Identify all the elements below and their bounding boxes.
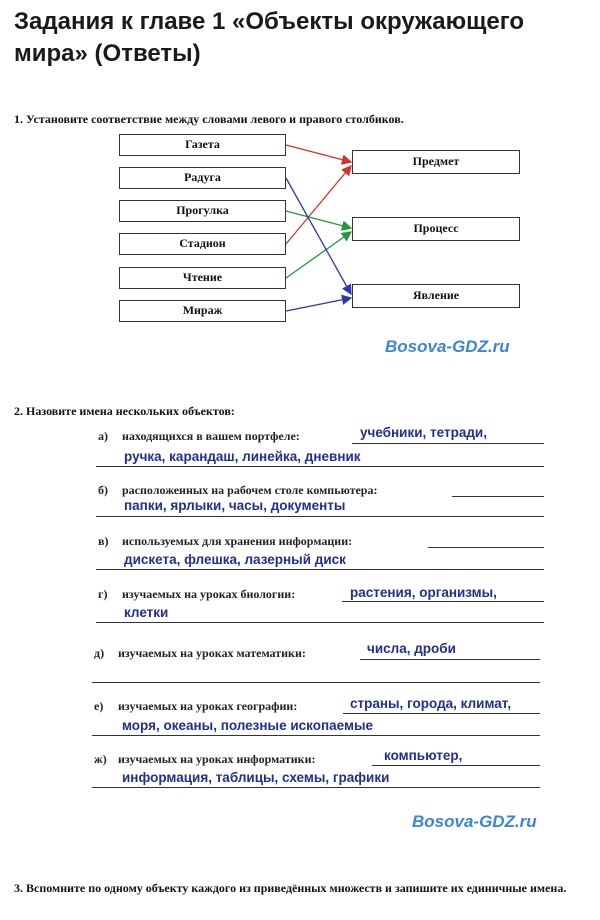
answer-line bbox=[96, 516, 544, 517]
item-zh: ж) изучаемых на уроках информатики: bbox=[94, 752, 316, 766]
answer-line bbox=[92, 735, 540, 736]
answer-line bbox=[343, 713, 540, 714]
link-progulka-process bbox=[286, 211, 351, 228]
link-mirazh-yavlenie bbox=[286, 298, 351, 311]
answer-line bbox=[372, 765, 540, 766]
left-box-raduga: Радуга bbox=[119, 167, 286, 189]
answer-line bbox=[352, 443, 544, 444]
right-box-yavlenie: Явление bbox=[352, 284, 520, 308]
answer-zh-2: информация, таблицы, схемы, графики bbox=[122, 770, 390, 785]
answer-line bbox=[452, 496, 544, 497]
left-box-mirazh: Мираж bbox=[119, 300, 286, 322]
task3-question: 3. Вспомните по одному объекту каждого из приведённых множеств и запишите их единичные имена. bbox=[14, 881, 567, 895]
item-b: б) расположенных на рабочем столе компьютера: bbox=[98, 483, 378, 497]
answer-line bbox=[96, 569, 544, 570]
answer-d-1: числа, дроби bbox=[367, 641, 456, 656]
answer-a-1: учебники, тетради, bbox=[360, 425, 487, 440]
link-gazeta-predmet bbox=[286, 145, 351, 162]
task1-question: 1. Установите соответствие между словами левого и правого столбиков. bbox=[14, 112, 404, 126]
answer-line bbox=[360, 659, 540, 660]
answer-zh-1: компьютер, bbox=[384, 748, 463, 763]
answer-g-1: растения, организмы, bbox=[350, 585, 497, 600]
answer-line bbox=[92, 682, 540, 683]
answer-line bbox=[96, 466, 544, 467]
answer-line bbox=[96, 622, 544, 623]
watermark-top: Bosova-GDZ.ru bbox=[385, 337, 510, 356]
answer-line bbox=[92, 787, 540, 788]
answer-line bbox=[342, 601, 544, 602]
task2-question: 2. Назовите имена нескольких объектов: bbox=[14, 404, 235, 418]
item-d: д) изучаемых на уроках математики: bbox=[94, 646, 306, 660]
link-chtenie-process bbox=[286, 232, 351, 278]
left-box-progulka: Прогулка bbox=[119, 200, 286, 222]
answer-g-2: клетки bbox=[124, 605, 169, 620]
link-stadion-predmet bbox=[286, 166, 351, 244]
item-g: г) изучаемых на уроках биологии: bbox=[98, 587, 296, 601]
answer-b-2: папки, ярлыки, часы, документы bbox=[124, 498, 346, 513]
page-title: Задания к главе 1 «Объекты окружающего мира» (Ответы) bbox=[14, 8, 525, 67]
item-e: е) изучаемых на уроках географии: bbox=[94, 699, 298, 713]
answer-v-2: дискета, флешка, лазерный диск bbox=[124, 552, 346, 567]
left-box-chtenie: Чтение bbox=[119, 267, 286, 289]
link-raduga-yavlenie bbox=[286, 178, 351, 294]
answer-line bbox=[428, 547, 544, 548]
answer-e-1: страны, города, климат, bbox=[350, 696, 512, 711]
answer-a-2: ручка, карандаш, линейка, дневник bbox=[124, 449, 361, 464]
answer-e-2: моря, океаны, полезные ископаемые bbox=[122, 718, 373, 733]
left-box-gazeta: Газета bbox=[119, 134, 286, 156]
item-v: в) используемых для хранения информации: bbox=[98, 534, 353, 548]
watermark-bottom: Bosova-GDZ.ru bbox=[412, 812, 537, 831]
right-box-predmet: Предмет bbox=[352, 150, 520, 174]
right-box-process: Процесс bbox=[352, 217, 520, 241]
item-a: а) находящихся в вашем портфеле: bbox=[98, 429, 300, 443]
left-box-stadion: Стадион bbox=[119, 233, 286, 255]
